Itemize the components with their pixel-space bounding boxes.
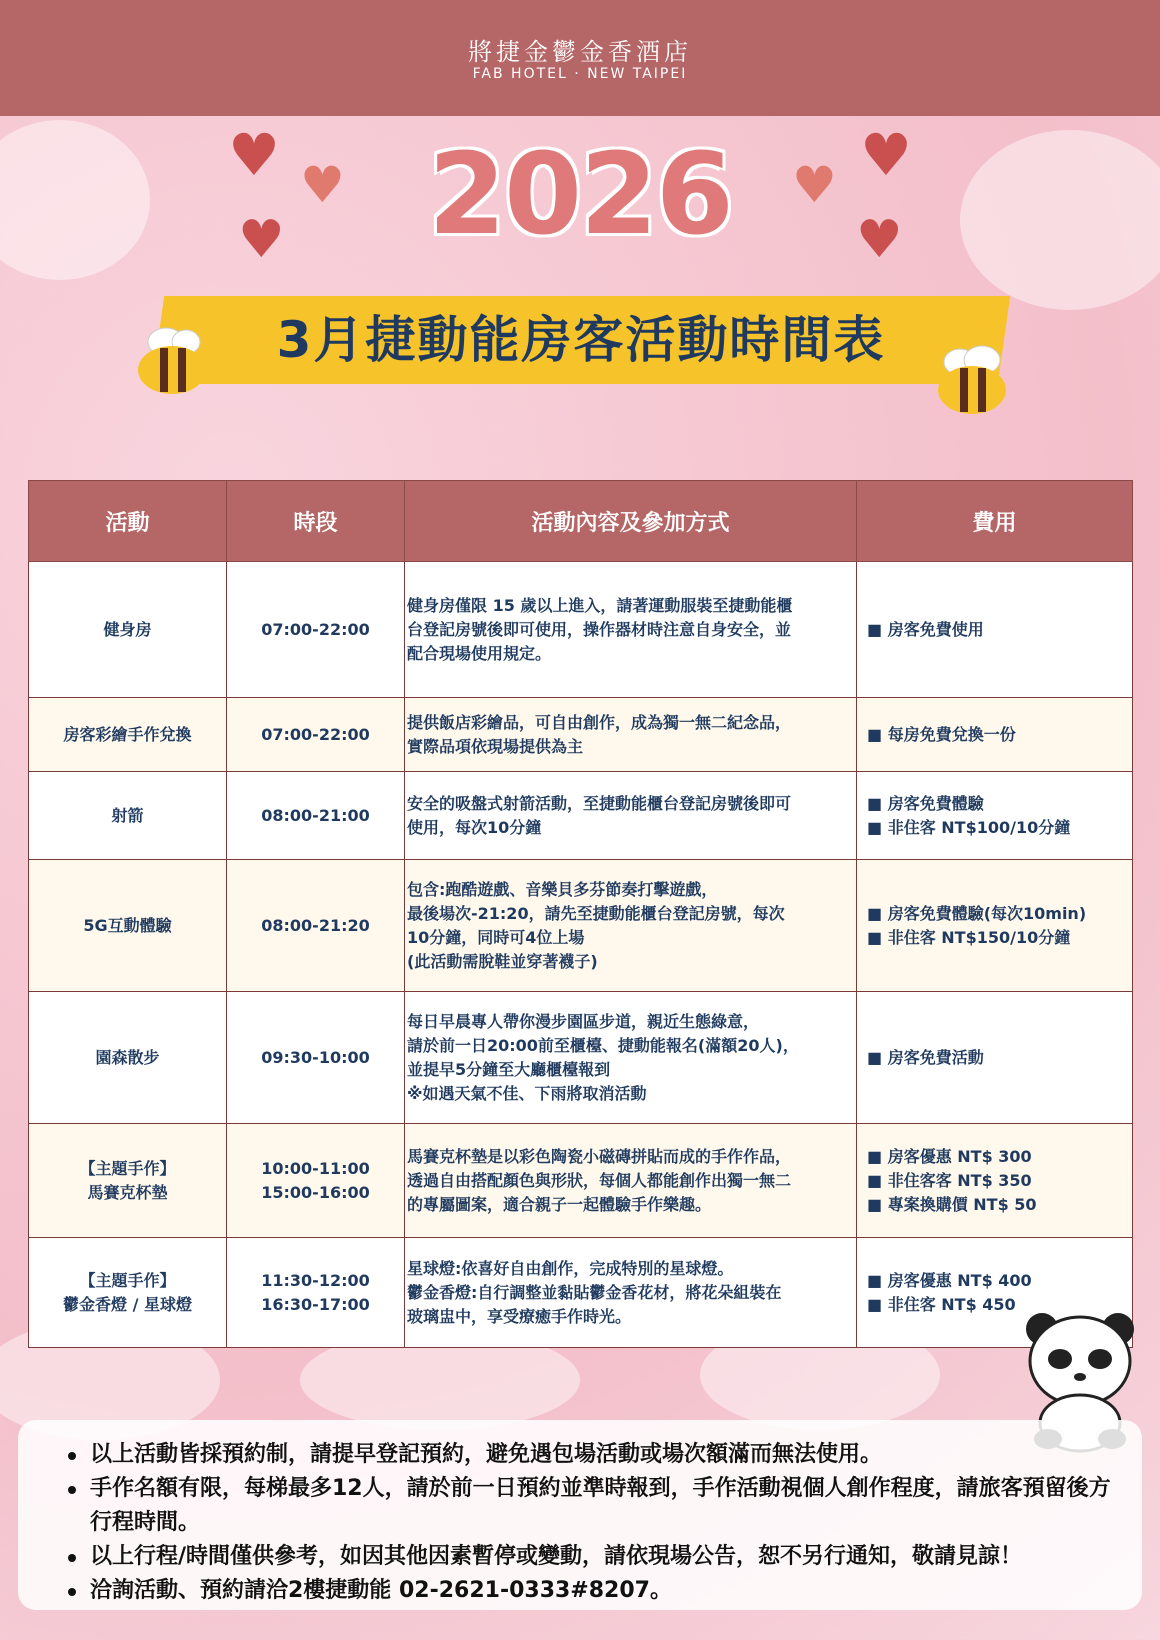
table-row	[29, 860, 1133, 992]
description-line: 的專屬圖案，適合親子一起體驗手作樂趣。	[407, 1194, 712, 1214]
note-item: 洽詢活動、預約請洽2樓捷動能 02-2621-0333#8207。	[90, 1574, 1112, 1608]
description-line: 每日早晨專人帶你漫步園區步道，親近生態綠意，	[407, 1011, 760, 1031]
time-cell	[227, 772, 405, 860]
time-cell	[227, 562, 405, 698]
heart-icon: ♥	[860, 121, 912, 189]
heart-icon: ♥	[856, 210, 903, 270]
fee-item: ■ 非住客 NT$150/10分鐘	[867, 927, 1071, 947]
fee-item: ■ 房客免費活動	[867, 1047, 984, 1067]
activity-name: 5G互動體驗	[83, 915, 172, 935]
fee-item: ■ 房客免費體驗	[867, 793, 984, 813]
column-header-time: 時段	[227, 481, 405, 562]
table-row	[29, 772, 1133, 860]
activity-name: 園森散步	[95, 1047, 160, 1067]
time-slot: 16:30-17:00	[261, 1294, 370, 1314]
hotel-name-en: FAB HOTEL · NEW TAIPEI	[472, 66, 688, 82]
time-slot: 08:00-21:00	[261, 805, 370, 825]
description-line: 實際品項依現場提供為主	[407, 736, 584, 756]
description-cell	[405, 1238, 857, 1348]
fee-cell	[857, 698, 1133, 772]
activity-cell	[29, 1124, 227, 1238]
description-cell	[405, 562, 857, 698]
description-cell	[405, 1124, 857, 1238]
heart-icon: ♥	[300, 156, 345, 214]
activity-cell	[29, 772, 227, 860]
description-line: 鬱金香燈:自行調整並黏貼鬱金香花材，將花朵組裝在	[407, 1282, 782, 1302]
time-cell	[227, 1124, 405, 1238]
description-line: (此活動需脫鞋並穿著襪子)	[407, 951, 598, 971]
description-line: 使用，每次10分鐘	[407, 817, 542, 837]
time-slot: 11:30-12:00	[261, 1270, 370, 1290]
description-cell	[405, 992, 857, 1124]
time-cell	[227, 698, 405, 772]
fee-cell	[857, 1124, 1133, 1238]
fee-item: ■ 非住客客 NT$ 350	[867, 1170, 1032, 1190]
note-item: 以上活動皆採預約制，請提早登記預約，避免遇包場活動或場次額滿而無法使用。	[90, 1438, 1112, 1472]
description-line: 台登記房號後即可使用，操作器材時注意自身安全，並	[407, 619, 792, 639]
description-cell	[405, 860, 857, 992]
description-line: ※如遇天氣不佳、下雨將取消活動	[407, 1083, 647, 1103]
time-slot: 07:00-22:00	[261, 619, 370, 639]
description-line: 最後場次-21:20，請先至捷動能櫃台登記房號，每次	[407, 903, 785, 923]
time-slot: 10:00-11:00	[261, 1158, 370, 1178]
heart-icon: ♥	[228, 121, 280, 189]
description-line: 提供飯店彩繪品，可自由創作，成為獨一無二紀念品，	[407, 712, 792, 732]
notes-list	[18, 1420, 1142, 1608]
table-row	[29, 698, 1133, 772]
year-title: 2026	[428, 130, 732, 260]
time-cell	[227, 992, 405, 1124]
column-header-activity: 活動	[29, 481, 227, 562]
activity-name: 【主題手作】	[79, 1158, 176, 1178]
activity-cell	[29, 860, 227, 992]
fee-item: ■ 非住客 NT$100/10分鐘	[867, 817, 1071, 837]
time-cell	[227, 1238, 405, 1348]
bee-icon	[930, 340, 1014, 418]
fee-cell	[857, 562, 1133, 698]
fee-cell	[857, 772, 1133, 860]
description-line: 玻璃盅中，享受療癒手作時光。	[407, 1306, 632, 1326]
fee-item: ■ 房客優惠 NT$ 400	[867, 1270, 1032, 1290]
activity-cell	[29, 992, 227, 1124]
table-row	[29, 562, 1133, 698]
time-slot: 09:30-10:00	[261, 1047, 370, 1067]
fee-item: ■ 房客免費使用	[867, 619, 984, 639]
time-slot: 08:00-21:20	[261, 915, 370, 935]
table-row	[29, 1124, 1133, 1238]
table-row	[29, 992, 1133, 1124]
heart-icon: ♥	[238, 210, 285, 270]
description-line: 馬賽克杯墊是以彩色陶瓷小磁磚拼貼而成的手作作品，	[407, 1146, 792, 1166]
column-header-fee: 費用	[857, 481, 1133, 562]
description-line: 包含:跑酷遊戲、音樂貝多芬節奏打擊遊戲，	[407, 879, 718, 899]
heart-icon: ♥	[792, 156, 837, 214]
schedule-table	[28, 480, 1133, 1348]
column-header-content: 活動內容及參加方式	[405, 481, 857, 562]
hotel-name-cn: 將捷金鬱金香酒店	[468, 38, 692, 66]
activity-cell	[29, 562, 227, 698]
table-row	[29, 1238, 1133, 1348]
fee-item: ■ 房客優惠 NT$ 300	[867, 1146, 1032, 1166]
fee-cell	[857, 860, 1133, 992]
fee-item: ■ 房客免費體驗(每次10min)	[867, 903, 1087, 923]
fee-item: ■ 每房免費兌換一份	[867, 724, 1016, 744]
bee-icon	[130, 320, 214, 398]
description-cell	[405, 772, 857, 860]
description-line: 請於前一日20:00前至櫃檯、捷動能報名(滿額20人)，	[407, 1035, 799, 1055]
activity-name: 馬賽克杯墊	[87, 1182, 168, 1202]
description-cell	[405, 698, 857, 772]
fee-item: ■ 非住客 NT$ 450	[867, 1294, 1016, 1314]
description-line: 健身房僅限 15 歲以上進入，請著運動服裝至捷動能櫃	[407, 595, 793, 615]
fee-item: ■ 專案換購價 NT$ 50	[867, 1194, 1037, 1214]
description-line: 星球燈:依喜好自由創作，完成特別的星球燈。	[407, 1258, 734, 1278]
note-item: 以上行程/時間僅供參考，如因其他因素暫停或變動，請依現場公告，恕不另行通知，敬請見諒！	[90, 1540, 1112, 1574]
time-cell	[227, 860, 405, 992]
description-line: 並提早5分鐘至大廳櫃檯報到	[407, 1059, 611, 1079]
description-line: 10分鐘，同時可4位上場	[407, 927, 585, 947]
activity-name: 房客彩繪手作兌換	[63, 724, 192, 744]
description-line: 配合現場使用規定。	[407, 643, 552, 663]
activity-name: 射箭	[111, 805, 144, 825]
banner-title: 3月捷動能房客活動時間表	[276, 311, 886, 369]
fee-cell	[857, 992, 1133, 1124]
description-line: 透過自由搭配顏色與形狀，每個人都能創作出獨一無二	[407, 1170, 792, 1190]
note-item: 手作名額有限，每梯最多12人，請於前一日預約並準時報到，手作活動視個人創作程度，請旅客預留後方行程時間。	[90, 1472, 1112, 1540]
activity-name: 健身房	[103, 619, 152, 639]
hotel-header	[0, 0, 1160, 116]
table-header-row	[29, 481, 1133, 562]
description-line: 安全的吸盤式射箭活動，至捷動能櫃台登記房號後即可	[407, 793, 792, 813]
activity-cell	[29, 698, 227, 772]
activity-cell	[29, 1238, 227, 1348]
time-slot: 07:00-22:00	[261, 724, 370, 744]
activity-name: 鬱金香燈 / 星球燈	[63, 1294, 192, 1314]
activity-name: 【主題手作】	[79, 1270, 176, 1290]
time-slot: 15:00-16:00	[261, 1182, 370, 1202]
notes-panel	[18, 1420, 1142, 1610]
